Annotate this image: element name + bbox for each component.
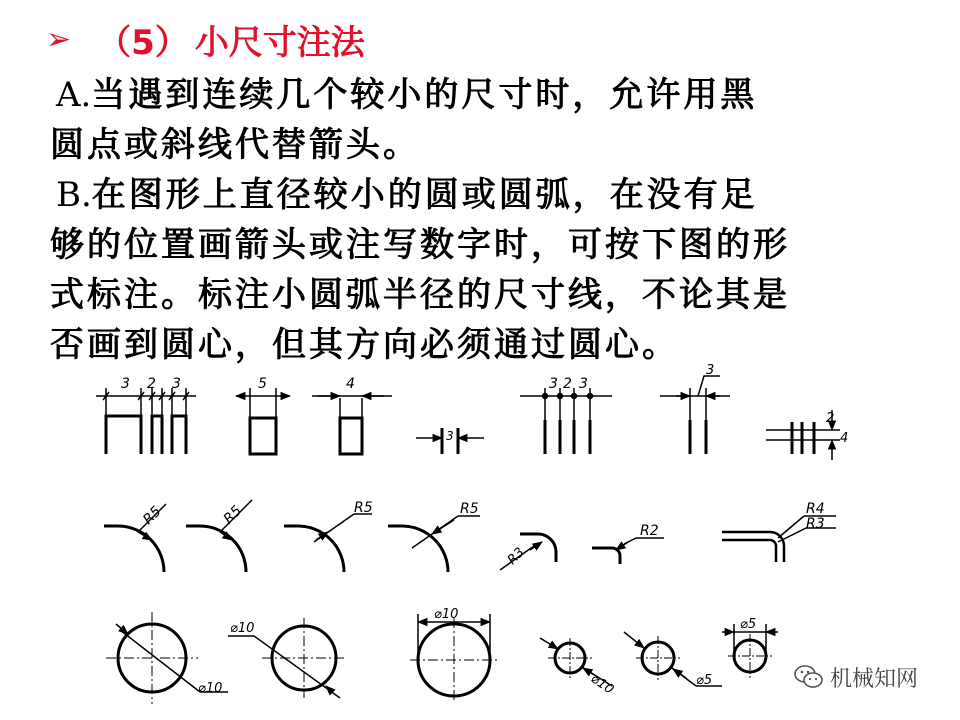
example-dims-2-and-4	[766, 410, 848, 460]
dim-label: 2	[147, 376, 156, 392]
diameter-label: ⌀10	[198, 681, 223, 696]
paragraph-b-line-2: 够的位置画箭头或注写数字时，可按下图的形	[50, 225, 790, 265]
dim-label: 3	[121, 376, 130, 392]
row2-radius-examples	[104, 500, 836, 572]
dim-label: 4	[346, 376, 355, 392]
paragraph-b-letter: B.	[56, 175, 92, 215]
diameter-label: ⌀5	[696, 673, 713, 688]
diameter-label: ⌀10	[434, 607, 459, 622]
bullet-arrow-icon: ➢	[46, 21, 72, 57]
radius-label: R3	[504, 545, 528, 568]
dim-label: 4	[840, 431, 849, 446]
paragraph-b-line-1	[56, 170, 936, 220]
dim-label: 3	[172, 376, 181, 392]
example-chain-3-2-3	[96, 376, 196, 454]
dim-label: 3	[706, 363, 715, 378]
diameter-label: ⌀5	[740, 617, 757, 632]
row1-linear-examples	[96, 363, 848, 460]
paragraph-a-line-1	[56, 70, 936, 120]
example-diameter-10-a	[106, 612, 228, 704]
example-diameter-5-a	[540, 638, 616, 698]
dim-label: 2	[563, 376, 572, 392]
row3-diameter-examples	[106, 607, 778, 704]
example-radius-r5-c	[284, 500, 373, 572]
dim-label: 5	[258, 376, 267, 392]
paragraph-b-line-3: 式标注。标注小圆弧半径的尺寸线，不论其是	[50, 275, 790, 315]
dim-label: 3	[446, 429, 454, 443]
section-heading	[46, 14, 365, 64]
watermark	[794, 660, 918, 694]
example-chain-3-2-3-dots	[520, 376, 612, 454]
example-diameter-10-c	[410, 607, 498, 702]
paragraph-a	[50, 70, 936, 170]
example-dim-4	[312, 376, 392, 454]
example-radius-r2	[592, 523, 664, 564]
paragraph-a-line-2: 圆点或斜线代替箭头。	[50, 125, 420, 165]
paragraph-b-line-4: 否画到圆心，但其方向必须通过圆心。	[50, 325, 679, 365]
radius-label: R5	[140, 503, 165, 528]
dim-label: 3	[579, 376, 588, 392]
example-dim-3-leader	[660, 363, 730, 454]
dim-label: 2	[826, 411, 835, 426]
wechat-icon	[794, 664, 824, 690]
paragraph-a-letter: A.	[56, 75, 92, 115]
section-number: （5）	[97, 22, 189, 63]
example-radius-r5-d	[388, 501, 480, 572]
example-diameter-5-c	[722, 617, 778, 678]
example-radius-r5-b	[186, 500, 252, 572]
radius-label: R5	[354, 500, 373, 516]
paragraph-b-text-1: 在图形上直径较小的圆或圆弧，在没有足	[91, 175, 758, 215]
example-diameter-10-b	[228, 618, 346, 698]
radius-label: R5	[460, 501, 479, 517]
example-dim-5	[236, 376, 290, 454]
dim-label: 3	[549, 376, 558, 392]
example-diameter-5-b	[624, 632, 722, 688]
example-radius-r4-r3	[722, 501, 836, 562]
watermark-text: 机械知网	[830, 666, 919, 692]
diameter-label: ⌀10	[587, 671, 617, 698]
example-dim-3-small	[416, 428, 484, 454]
radius-label: R5	[220, 502, 246, 528]
diameter-label: ⌀10	[230, 621, 255, 636]
radius-label: R4	[806, 501, 825, 517]
radius-label: R3	[806, 516, 825, 532]
example-radius-r3	[500, 534, 556, 570]
example-radius-r5-a	[104, 503, 166, 572]
paragraph-a-text-1: 当遇到连续几个较小的尺寸时，允许用黑	[91, 75, 758, 115]
section-title: 小尺寸注法	[194, 22, 365, 63]
radius-label: R2	[640, 523, 659, 539]
paragraph-b	[50, 170, 936, 370]
